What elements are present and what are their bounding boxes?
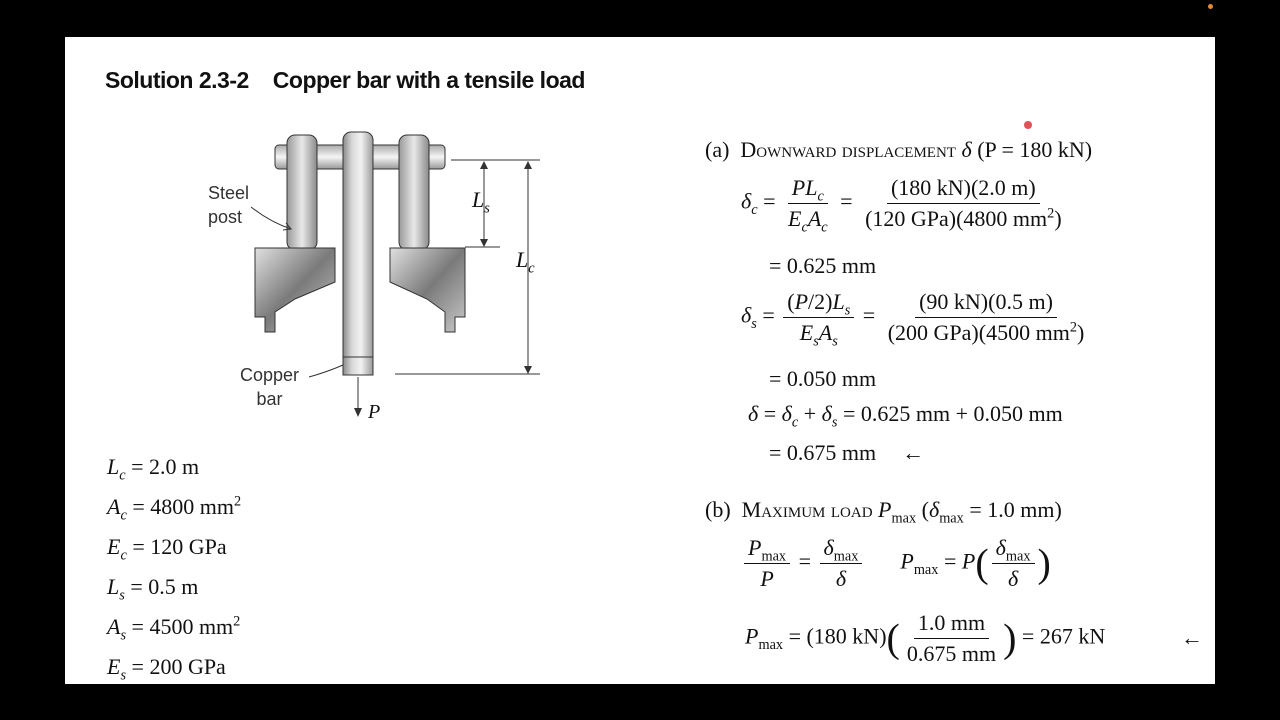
support-block-right [390, 248, 465, 332]
slide [65, 37, 1215, 684]
part-b-heading: (b) Maximum load $P_{max}$ ($\delta_{max} = 1.0$ mm) [705, 497, 1062, 527]
max-load-result-equation: $P_{max} = (180$ kN)( $\frac{1.0 mm}{0.675 mm}$ ) = 267 kN [745, 610, 1106, 666]
answer-arrow-b: ← [1181, 625, 1203, 650]
solution-number: Solution 2.3-2 [105, 67, 249, 93]
given-row: $A_s = 4500$ $mm^2$ [107, 613, 241, 644]
support-block-left [255, 248, 335, 332]
window-indicator-dot [1208, 4, 1213, 9]
solution-title: Copper bar with a tensile load [272, 67, 585, 93]
delta-s-equation: $\delta_s$ = $\frac{(P/2)L_s}{E_sA_s}$ = $\frac{(90 kN)(0.5 m)}{(200 GPa)(4500 mm^2)}$ [741, 289, 1085, 350]
delta-c-equation: $\delta_c$ = $\frac{PL_c}{E_cA_c}$ = $\frac{(180 kN)(2.0 m)}{(120 GPa)(4800 mm^2)}$ [741, 175, 1062, 236]
given-values [107, 447, 241, 684]
given-row: $E_s = 200$ GPa [107, 654, 226, 684]
page-title [105, 67, 585, 94]
given-row: $L_s = 0.5$ m [107, 574, 199, 604]
delta-c-result: = 0.625 mm [769, 253, 877, 278]
steel-post-right [399, 135, 429, 250]
cursor-indicator [1024, 121, 1032, 129]
copper-bar-label: Copper bar [240, 365, 300, 409]
load-p-label: P [368, 401, 381, 423]
copper-bar [343, 132, 373, 375]
lc-label: $L_c$ [516, 247, 535, 277]
part-a-heading: (a) Downward displacement δ (P = 180 kN) [705, 137, 1093, 162]
steel-post-label: Steel post [208, 183, 250, 227]
delta-s-result: = 0.050 mm [769, 366, 877, 391]
given-row: $A_c = 4800$ $mm^2$ [107, 493, 242, 524]
answer-arrow: ← [902, 440, 925, 465]
max-load-ratio-equation: $\frac{P_{max}}{P}$ = $\frac{\delta_{max}}{\delta}$ $P_{max} = P$( $\frac{\delta_{max}}{\delta}$ ) [741, 535, 1051, 592]
steel-post-left [287, 135, 317, 250]
total-displacement-result: = 0.675 mm ← [769, 440, 925, 465]
given-row: $L_c = 2.0$ m [107, 454, 200, 484]
total-displacement-equation: $\delta = \delta_c + \delta_s = 0.625$ mm + 0.050 mm [748, 401, 1063, 431]
given-row: $E_c = 120$ GPa [107, 534, 227, 564]
ls-label: $L_s$ [472, 187, 490, 217]
